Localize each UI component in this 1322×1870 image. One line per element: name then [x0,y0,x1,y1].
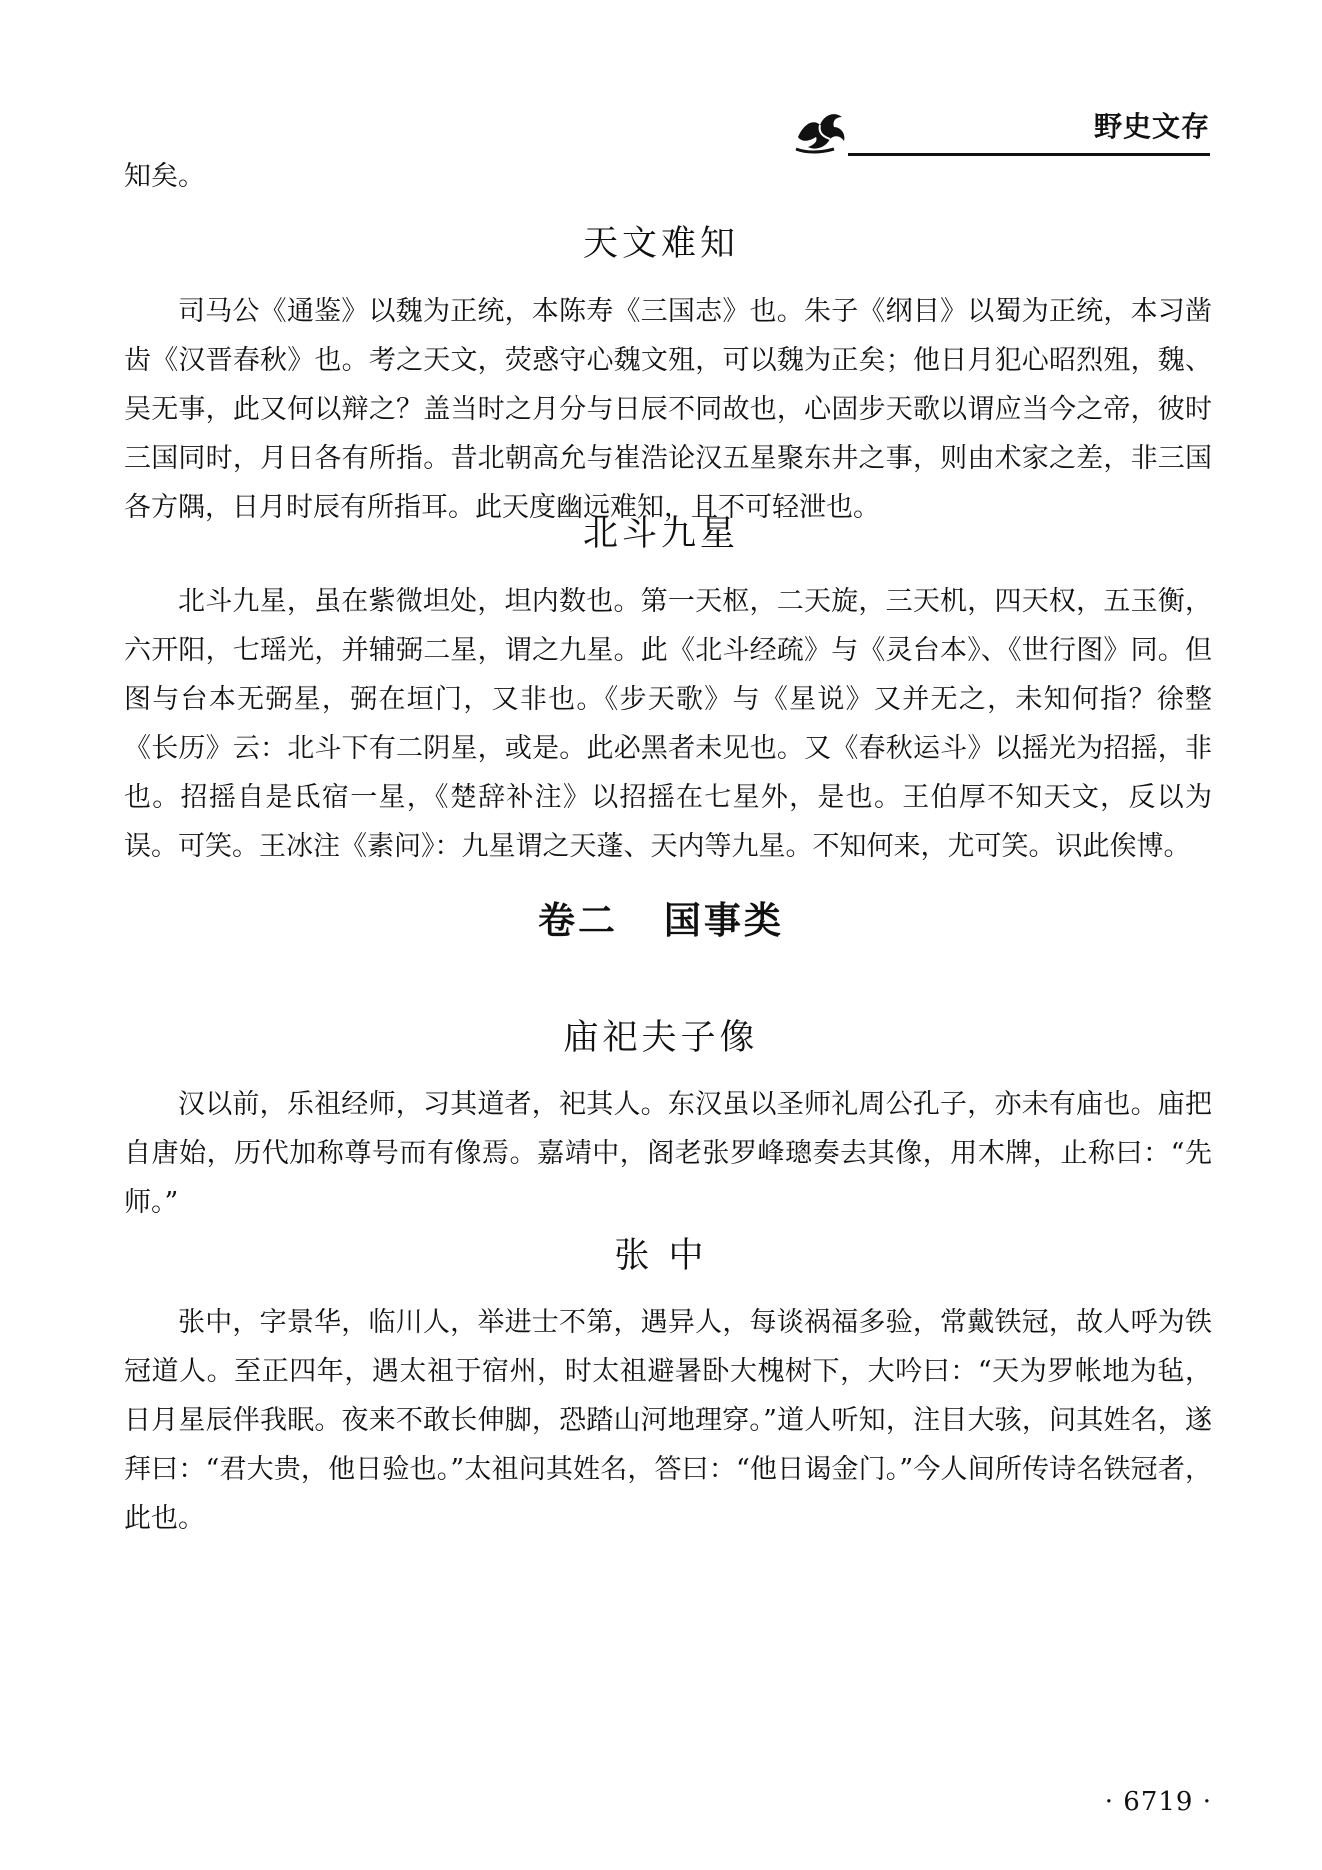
chapter-heading: 卷二 国事类 [538,899,784,942]
paragraph-beidou: 北斗九星，虽在紫微坦处，坦内数也。第一天枢，二天旋，三天机，四天权，五玉衡，六开阳，七瑶光，并辅弼二星，谓之九星。此《北斗经疏》与《灵台本》、《世行图》同。但图与台本无弼星，弼在垣门，又非也。《步天歌》与《星说》又并无之，未知何指？徐整《长历》云：北斗下有二阴星，或是。此必黑者未见也。又《春秋运斗》以摇光为招摇，非也。招摇自是氐宿一星，《楚辞补注》以招摇在七星外，是也。王伯厚不知天文，反以为误。可笑。王冰注《素问》：九星谓之天蓬、天内等九星。不知何来，尤可笑。识此俟博。 [124,586,1212,862]
page-number: · 6719 · [1104,1787,1212,1817]
section-heading-tianwen: 天文难知 [582,224,739,264]
dragon-emblem-icon [790,97,852,155]
paragraph-miaosi: 汉以前，乐祖经师，习其道者，祀其人。东汉虽以圣师礼周公孔子，亦未有庙也。庙把自唐始，历代加称尊号而有像焉。嘉靖中，阁老张罗峰璁奏去其像，用木牌，止称曰：“先师。” [124,1089,1212,1218]
paragraph-zhangzhong: 张中，字景华，临川人，举进士不第，遇异人，每谈祸福多验，常戴铁冠，故人呼为铁冠道人。至正四年，遇太祖于宿州，时太祖避暑卧大槐树下，大吟曰：“天为罗帐地为毡，日月星辰伴我眠。夜来不敢长伸脚，恐踏山河地理穿。”道人听知，注目大骇，问其姓名，遂拜曰：“君大贵，他日验也。”太祖问其姓名，答曰：“他日谒金门。”今人间所传诗名铁冠者，此也。 [124,1307,1212,1534]
section-heading-beidou: 北斗九星 [582,514,739,554]
paragraph-continuation: 知矣。 [124,161,205,192]
running-title: 野史文存 [1093,110,1210,143]
section-heading-miaosi: 庙祀夫子像 [563,1018,759,1058]
paragraph-tianwen: 司马公《通鉴》以魏为正统，本陈寿《三国志》也。朱子《纲目》以蜀为正统，本习凿齿《汉晋春秋》也。考之天文，荧惑守心魏文殂，可以魏为正矣；他日月犯心昭烈殂，魏、吴无事，此又何以辩之？盖当时之月分与日辰不同故也，心固步天歌以谓应当今之帝，彼时三国同时，月日各有所指。昔北朝高允与崔浩论汉五星聚东井之事，则由术家之差，非三国各方隅，日月时辰有所指耳。此天度幽远难知，且不可轻泄也。 [124,296,1212,523]
section-heading-zhangzhong: 张 中 [614,1236,708,1276]
